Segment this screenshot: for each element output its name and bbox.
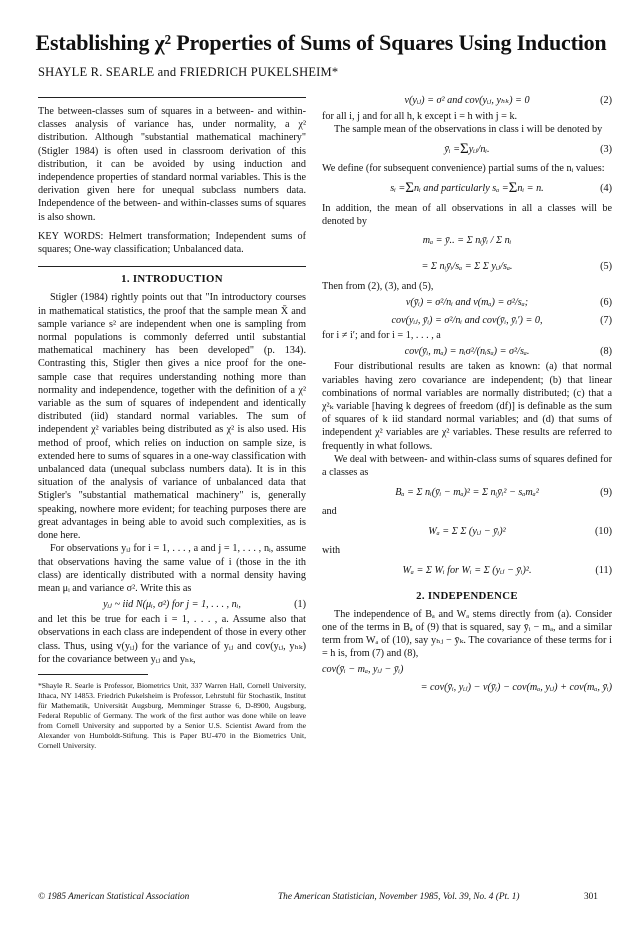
- equation-body: yᵢⱼ ~ iid N(μᵢ, σ²) for j = 1, . . . , nᵢ,: [103, 598, 241, 610]
- equation-number: (1): [294, 598, 306, 610]
- equation-number: (7): [600, 314, 612, 326]
- equation-number: (9): [600, 486, 612, 498]
- equation-body: cov(ȳᵢ − mₐ, yᵢⱼ − ȳᵢ): [322, 664, 404, 676]
- footer-journal: The American Statistician, November 1985, Vol. 39, No. 4 (Pt. 1): [278, 892, 520, 902]
- abstract-bottom-rule: [38, 266, 306, 267]
- equation-number: (6): [600, 296, 612, 308]
- equation-part: sᵢ =: [390, 183, 406, 194]
- equation-body: Wₐ = Σ Wᵢ for Wᵢ = Σ (yᵢⱼ − ȳᵢ)².: [402, 565, 532, 577]
- left-column: [38, 88, 306, 759]
- body-paragraph: In addition, the mean of all observations in all a classes will be denoted by: [322, 202, 612, 227]
- body-text: and: [322, 506, 337, 518]
- body-text: with: [322, 545, 341, 557]
- keywords: KEY WORDS: Helmert transformation; Independent sums of squares; One-way classification; Unbalanced data.: [38, 230, 306, 256]
- equation-12b: [322, 679, 612, 697]
- intro-paragraph: and let this be true for each i = 1, . . . , a. Assume also that observations in each class are independent of those in every other class. Thus, using v(yᵢⱼ) for the variance of yᵢⱼ and cov(yᵢⱼ, yₕₖ) for the covariance between yᵢⱼ and yₕₖ,: [38, 614, 306, 665]
- equation-number: (5): [600, 261, 612, 273]
- equation-9: [322, 479, 612, 505]
- equation-5b: [322, 254, 612, 280]
- abstract: The between-classes sum of squares in a between- and within-classes analysis of variance has, under normality, a χ² distribution. Although "substantial mathematical machinery" (Stigler 1984) is often used in classroom derivation of this distribution, it can be avoided by using induction and independence properties of standard normal variables. This is the derivation given here for unequal subclass numbers data. Independence of the between- and within-classes sums of squares is also shown.: [38, 106, 306, 223]
- intro-paragraph: For observations yᵢⱼ for i = 1, . . . , a and j = 1, . . . , nᵢ, assume that observations having the same value of i (those in the ith class) are identically distributed with a normal density having mean μᵢ and variance σ². Write this as: [38, 543, 306, 594]
- section-heading-independence: 2. INDEPENDENCE: [416, 589, 518, 602]
- equation-number: (3): [600, 143, 612, 155]
- page-number: 301: [584, 892, 598, 902]
- body-paragraph: The sample mean of the observations in class i will be denoted by: [334, 124, 603, 136]
- body-paragraph: The independence of Bₐ and Wₐ stems directly from (a). Consider one of the terms in Bₐ of (9) that is squared, say ȳᵢ − mₐ, and a similar term from Wₐ of (10), say yₕⱼ − ȳₖ. The covariance of these terms for i = h is, from (7) and (8),: [322, 608, 612, 660]
- equation-body: Bₐ = Σ nᵢ(ȳᵢ − mₐ)² = Σ nᵢȳᵢ² − sₐmₐ²: [395, 486, 539, 498]
- equation-body: v(yᵢⱼ) = σ² and cov(yᵢⱼ, yₕₖ) = 0: [404, 95, 530, 107]
- equation-body: cov(ȳᵢ, mₐ) = nᵢσ²/(nᵢsₐ) = σ²/sₐ.: [404, 345, 530, 357]
- equation-part: nᵢ and particularly sₐ =: [414, 183, 509, 194]
- equation-number: (11): [595, 565, 612, 577]
- body-paragraph: for all i, j and for all h, k except i = h with j = k.: [322, 111, 518, 122]
- equation-7: [322, 311, 612, 329]
- intro-paragraph: Stigler (1984) rightly points out that "In introductory courses in mathematical statistics, the proof that the sample mean X̄ and sample variance s² are independent when one is sampling from normal populations is commonly deferred until substantial mathematical machinery has been developed" (p. 134). Contrasting this, Stigler then gives a nice proof for the one-sample case that requires understanding nothing more than normality and independence, together with the definition of a χ² variable as the sum of squares of independent and identically distributed (iid) standard normal variables. The sum of independent χ² variables being distributed as χ² is also used. His method of proof, which relies on induction on sample size, is extended here to sums of squares in a one-way classification with unbalanced data (unequal subclass numbers data). It is in this situation of the analysis of variance of unbalanced data that Stigler's "substantial mathematical machinery" is, generally speaking, nowhere more evident; for teaching purposes there are great advantages in being able to avoid such complexities, as is done here.: [38, 292, 306, 542]
- footnote-rule: [38, 674, 148, 675]
- equation-number: (2): [600, 95, 612, 107]
- equation-body: = Σ nᵢȳᵢ/sₐ = Σ Σ yᵢⱼ/sₐ.: [421, 261, 513, 273]
- equation-lhs: ȳᵢ =: [444, 143, 460, 155]
- equation-8: [322, 342, 612, 360]
- equation-rhs: yᵢⱼ/nᵢ.: [468, 143, 490, 155]
- equation-body: cov(yᵢⱼ, ȳᵢ) = σ²/nᵢ and cov(ȳᵢ, ȳᵢ′) = 0,: [391, 314, 543, 326]
- footer-copyright: © 1985 American Statistical Association: [38, 892, 190, 902]
- body-paragraph: We deal with between- and within-class sums of squares defined for a classes as: [322, 453, 612, 479]
- equation-body: Wₐ = Σ Σ (yᵢⱼ − ȳᵢ)²: [428, 525, 506, 537]
- section-heading-introduction: 1. INTRODUCTION: [121, 273, 223, 286]
- equation-10: [322, 518, 612, 544]
- summation-symbol: Σ: [508, 180, 518, 197]
- equation-11: [322, 558, 612, 584]
- equation-body: mₐ = ȳ.. = Σ nᵢȳᵢ / Σ nᵢ: [422, 235, 512, 247]
- equation-body: = cov(ȳᵢ, yᵢⱼ) − v(ȳᵢ) − cov(mₐ, yᵢⱼ) + cov(mₐ, ȳᵢ): [420, 682, 612, 694]
- body-paragraph: Four distributional results are taken as known: (a) that normal variables having zero covariance are independent; (b) that linear combinations of normal variables are normally distributed; (c) that a χ²ₖ variable [having k degrees of freedom (df)] is definable as the sum of squares of k iid standard normal variables; and (d) that sums of independent χ² variables are χ² variables. These results are referred to frequently in what follows.: [322, 361, 612, 452]
- article-title: Establishing χ² Properties of Sums of Squares Using Induction: [35, 30, 607, 55]
- right-column: [322, 92, 612, 697]
- equation-4: [322, 176, 612, 202]
- equation-2: [322, 92, 612, 110]
- equation-5a: [322, 228, 612, 254]
- equation-body: v(ȳᵢ) = σ²/nᵢ and v(mₐ) = σ²/sₐ;: [405, 296, 529, 308]
- equation-part: nᵢ = n.: [517, 183, 544, 194]
- body-paragraph: We define (for subsequent convenience) partial sums of the nᵢ values:: [322, 163, 605, 175]
- equation-6: [322, 293, 612, 311]
- equation-3: [322, 136, 612, 162]
- equation-number: (8): [600, 345, 612, 357]
- body-paragraph: for i ≠ i′; and for i = 1, . . . , a: [322, 330, 441, 342]
- equation-number: (4): [600, 183, 612, 194]
- equation-12a: [322, 661, 612, 679]
- article-authors: SHAYLE R. SEARLE and FRIEDRICH PUKELSHEIM*: [38, 65, 339, 79]
- summation-symbol: Σ: [459, 140, 469, 157]
- summation-symbol: Σ: [405, 180, 414, 197]
- author-footnote: *Shayle R. Searle is Professor, Biometrics Unit, 337 Warren Hall, Cornell University, Ithaca, NY 14853. Friedrich Pukelsheim is Professor, Lehrstuhl für Stochastik, Institut für Mathematik, Universität Augsburg, Memminger Strasse 6, D-8900, Augsburg, Federal Republic of Germany. The work of the first author was done while on leave from Cornell University and supported by a Senior U.S. Scientist Award from the Alexander von Humboldt-Stiftung. This is Paper BU-470 in the Biometrics Unit, Cornell University.: [38, 680, 306, 750]
- equation-1: [38, 595, 306, 613]
- body-paragraph: Then from (2), (3), and (5),: [322, 281, 434, 293]
- equation-number: (10): [595, 525, 612, 537]
